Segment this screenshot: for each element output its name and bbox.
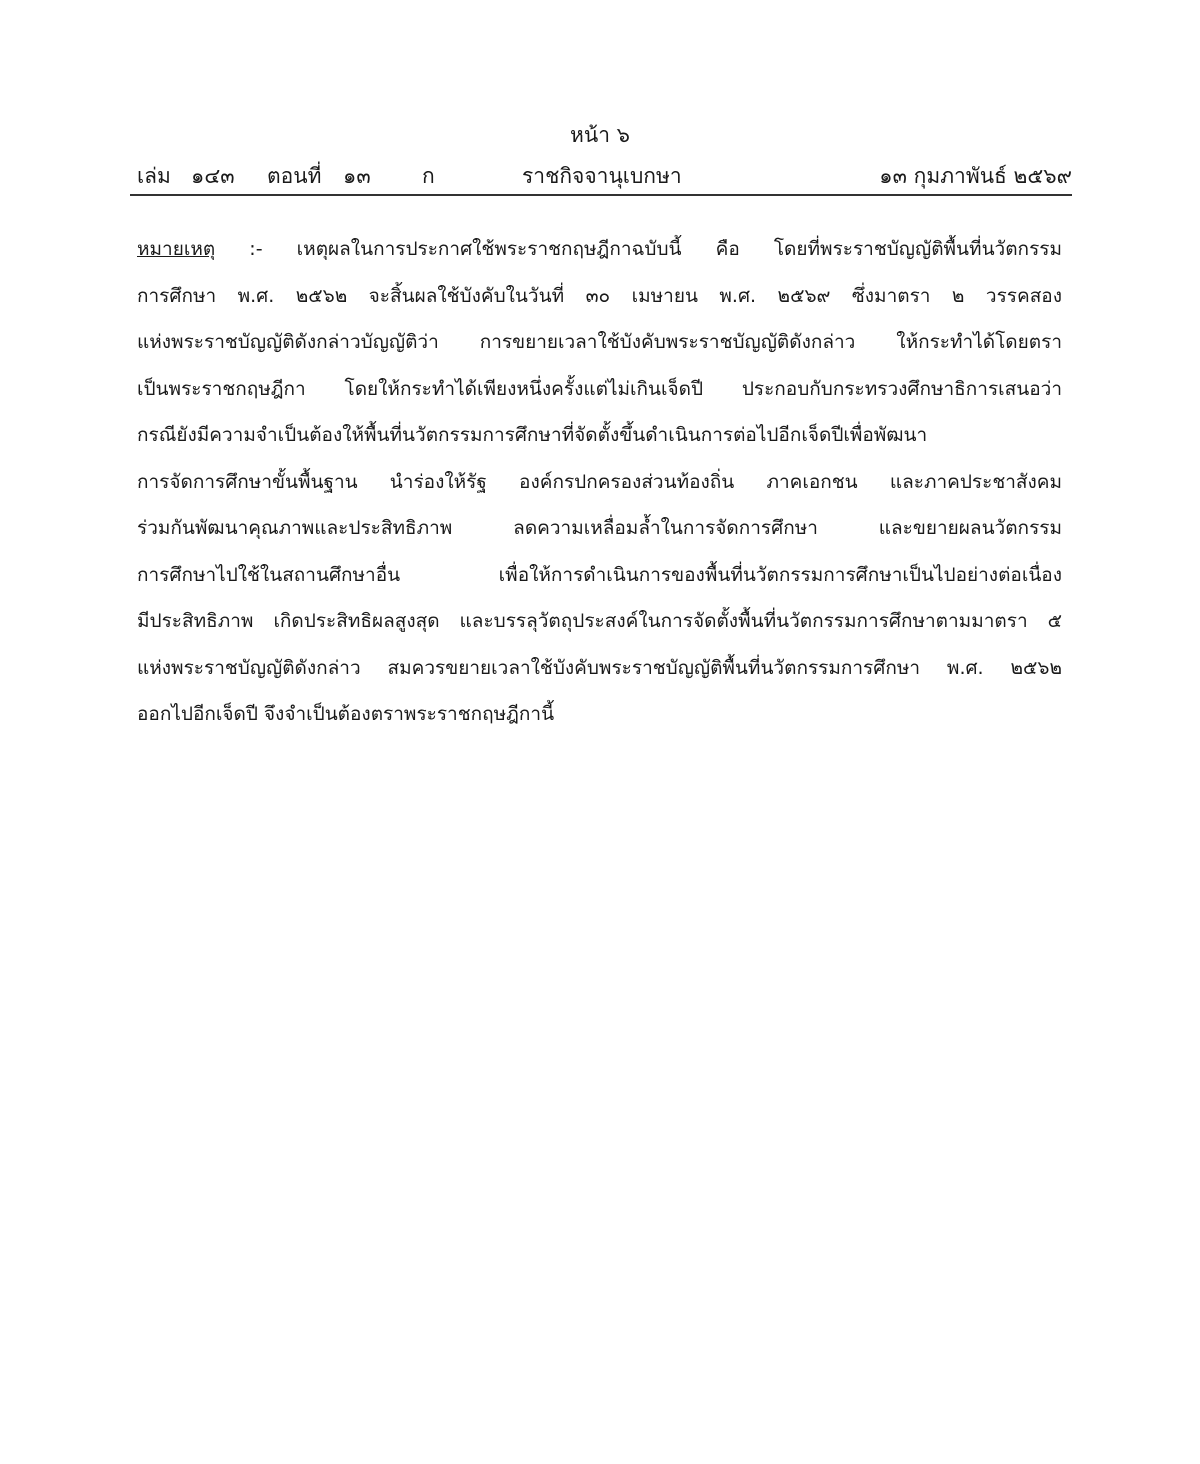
volume-label: เล่ม (137, 164, 171, 188)
issue-label: ตอนที่ (267, 164, 322, 188)
note-line (137, 226, 1062, 273)
explanatory-note (137, 226, 1062, 738)
note-line: การจัดการศึกษาขั้นพื้นฐาน นำร่องให้รัฐ องค์กรปกครองส่วนท้องถิ่น ภาคเอกชน และภาคประชาสังคม (137, 470, 1062, 493)
note-line-text: เหตุผลในการประกาศใช้พระราชกฤษฎีกาฉบับนี้ คือ โดยที่พระราชบัญญัติพื้นที่นวัตกรรม (296, 238, 1062, 260)
note-line: แห่งพระราชบัญญัติดังกล่าว สมควรขยายเวลาใช้บังคับพระราชบัญญัติพื้นที่นวัตกรรมการศึกษา พ.ศ. ๒๕๖๒ (137, 656, 1062, 679)
page-number: หน้า ๖ (570, 123, 630, 147)
publication-date: ๑๓ กุมภาพันธ์ ๒๕๖๙ (879, 164, 1072, 188)
volume-number: ๑๔๓ (191, 164, 235, 188)
note-separator: :- (215, 238, 297, 260)
header-divider (130, 194, 1072, 196)
note-line: มีประสิทธิภาพ เกิดประสิทธิผลสูงสุด และบรรลุวัตถุประสงค์ในการจัดตั้งพื้นที่นวัตกรรมการศึกษาตามมาตรา ๕ (137, 610, 1062, 632)
note-line: ออกไปอีกเจ็ดปี จึงจำเป็นต้องตราพระราชกฤษฎีกานี้ (137, 703, 555, 725)
note-line: การศึกษา พ.ศ. ๒๕๖๒ จะสิ้นผลใช้บังคับในวันที่ ๓๐ เมษายน พ.ศ. ๒๕๖๙ ซึ่งมาตรา ๒ วรรคสอง (137, 284, 1062, 307)
section-letter: ก (422, 164, 435, 188)
note-label: หมายเหตุ (137, 238, 216, 260)
note-line: การศึกษาไปใช้ในสถานศึกษาอื่น เพื่อให้การดำเนินการของพื้นที่นวัตกรรมการศึกษาเป็นไปอย่างต่อเนื่อง (137, 563, 1062, 586)
issue-number: ๑๓ (343, 164, 371, 188)
note-line: ร่วมกันพัฒนาคุณภาพและประสิทธิภาพ ลดความเหลื่อมล้ำในการจัดการศึกษา และขยายผลนวัตกรรม (137, 517, 1062, 539)
note-line: แห่งพระราชบัญญัติดังกล่าวบัญญัติว่า การขยายเวลาใช้บังคับพระราชบัญญัติดังกล่าว ให้กระทำได้โดยตรา (137, 331, 1062, 353)
note-line: เป็นพระราชกฤษฎีกา โดยให้กระทำได้เพียงหนึ่งครั้งแต่ไม่เกินเจ็ดปี ประกอบกับกระทรวงศึกษาธิการเสนอว่า (137, 377, 1062, 400)
gazette-name: ราชกิจจานุเบกษา (522, 164, 682, 188)
gazette-header (137, 160, 1072, 192)
note-line: กรณียังมีความจำเป็นต้องให้พื้นที่นวัตกรรมการศึกษาที่จัดตั้งขึ้นดำเนินการต่อไปอีกเจ็ดปีเพื่อพัฒนา (137, 424, 928, 446)
